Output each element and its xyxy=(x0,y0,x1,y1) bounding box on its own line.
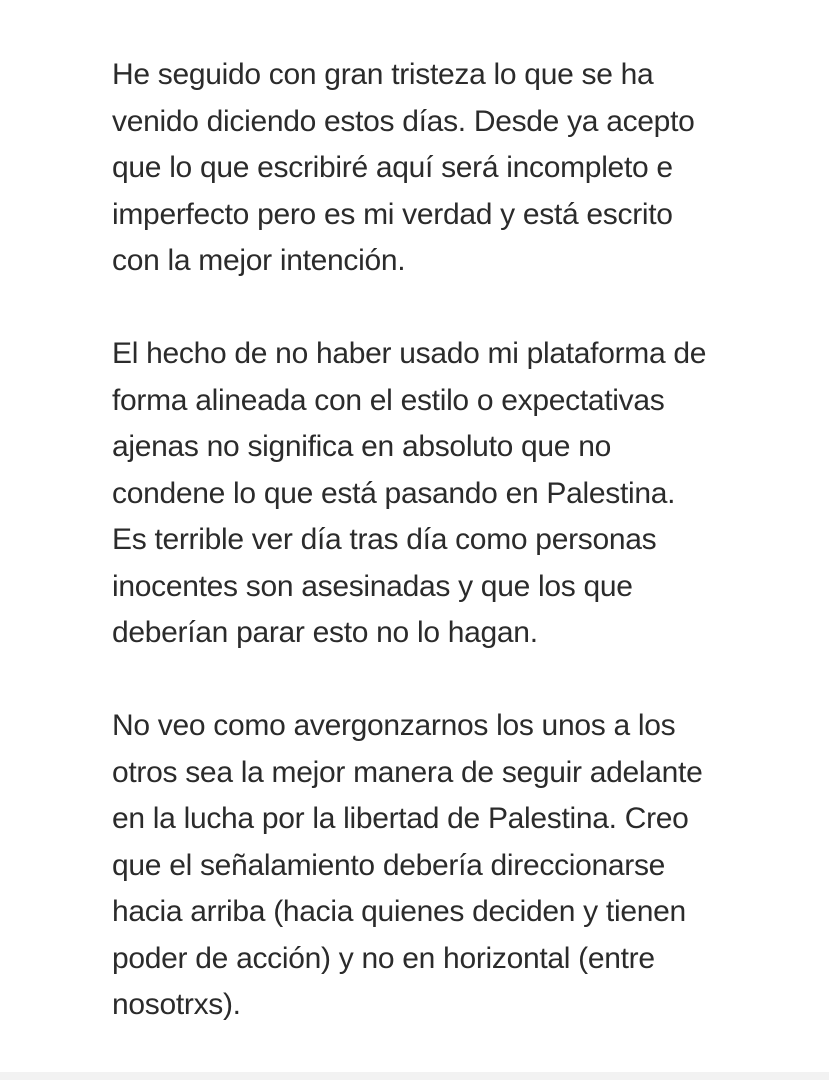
paragraph-1: He seguido con gran tristeza lo que se ha venido diciendo estos días. Desde ya acepto que lo que escribiré aquí será incompleto e imperfecto pero es mi verdad y está escrito con la mejor intención. xyxy=(112,58,695,277)
paragraph-2: El hecho de no haber usado mi plataforma de forma alineada con el estilo o expectativas ajenas no significa en absoluto que no condene lo que está pasando en Palestina. Es terrible ver día tras día como personas inocentes son asesinadas y que los que deberían parar esto no lo hagan. xyxy=(112,337,707,649)
note-body xyxy=(112,52,812,1029)
paragraph-3: No veo como avergonzarnos los unos a los otros sea la mejor manera de seguir adelante en la lucha por la libertad de Palestina. Creo que el señalamiento debería direccionarse hacia arriba (hacia quienes deciden y tienen poder de acción) y no en horizontal (entre nosotrxs). xyxy=(112,709,703,1021)
bottom-edge xyxy=(0,1072,829,1080)
